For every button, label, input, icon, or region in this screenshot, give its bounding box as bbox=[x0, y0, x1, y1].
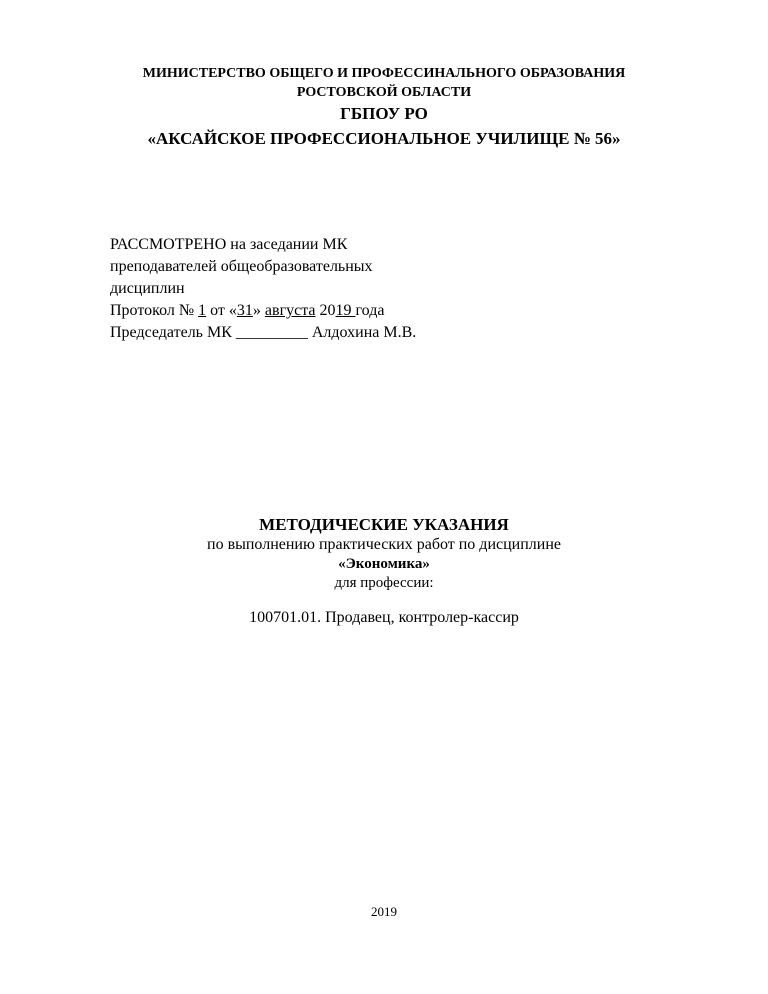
protocol-from: от « bbox=[206, 302, 237, 319]
protocol-suffix: года bbox=[355, 302, 385, 319]
protocol-month: августа bbox=[264, 302, 316, 319]
document-title: МЕТОДИЧЕСКИЕ УКАЗАНИЯ bbox=[259, 515, 509, 534]
approval-line-3: дисциплин bbox=[110, 280, 185, 297]
org-short-name: ГБПОУ РО bbox=[340, 104, 428, 123]
footer-year: 2019 bbox=[371, 904, 397, 919]
protocol-line bbox=[110, 302, 384, 320]
chair-line: Председатель МК _________ Алдохина М.В. bbox=[110, 324, 417, 341]
approval-line-2: преподавателей общеобразовательных bbox=[110, 258, 373, 275]
org-full-name: «АКСАЙСКОЕ ПРОФЕССИОНАЛЬНОЕ УЧИЛИЩЕ № 56» bbox=[147, 129, 621, 148]
protocol-day: 31 bbox=[236, 302, 253, 319]
ministry-line-1: МИНИСТЕРСТВО ОБЩЕГО И ПРОФЕССИНАЛЬНОГО ОБРАЗОВАНИЯ bbox=[142, 66, 626, 81]
profession-name: 100701.01. Продавец, контролер-кассир bbox=[249, 609, 519, 626]
approval-line-1: РАССМОТРЕНО на заседании МК bbox=[110, 236, 348, 253]
for-profession-label: для профессии: bbox=[334, 575, 434, 591]
document-subtitle: по выполнению практических работ по дисциплине bbox=[207, 536, 561, 553]
discipline-name: «Экономика» bbox=[338, 556, 430, 572]
ministry-line-2: РОСТОВСКОЙ ОБЛАСТИ bbox=[296, 85, 472, 100]
protocol-number: 1 bbox=[198, 302, 207, 319]
protocol-mid: » bbox=[252, 302, 265, 319]
protocol-year-b: 19 bbox=[335, 302, 356, 319]
protocol-year-a: 20 bbox=[319, 302, 336, 319]
protocol-prefix: Протокол № bbox=[110, 302, 199, 319]
